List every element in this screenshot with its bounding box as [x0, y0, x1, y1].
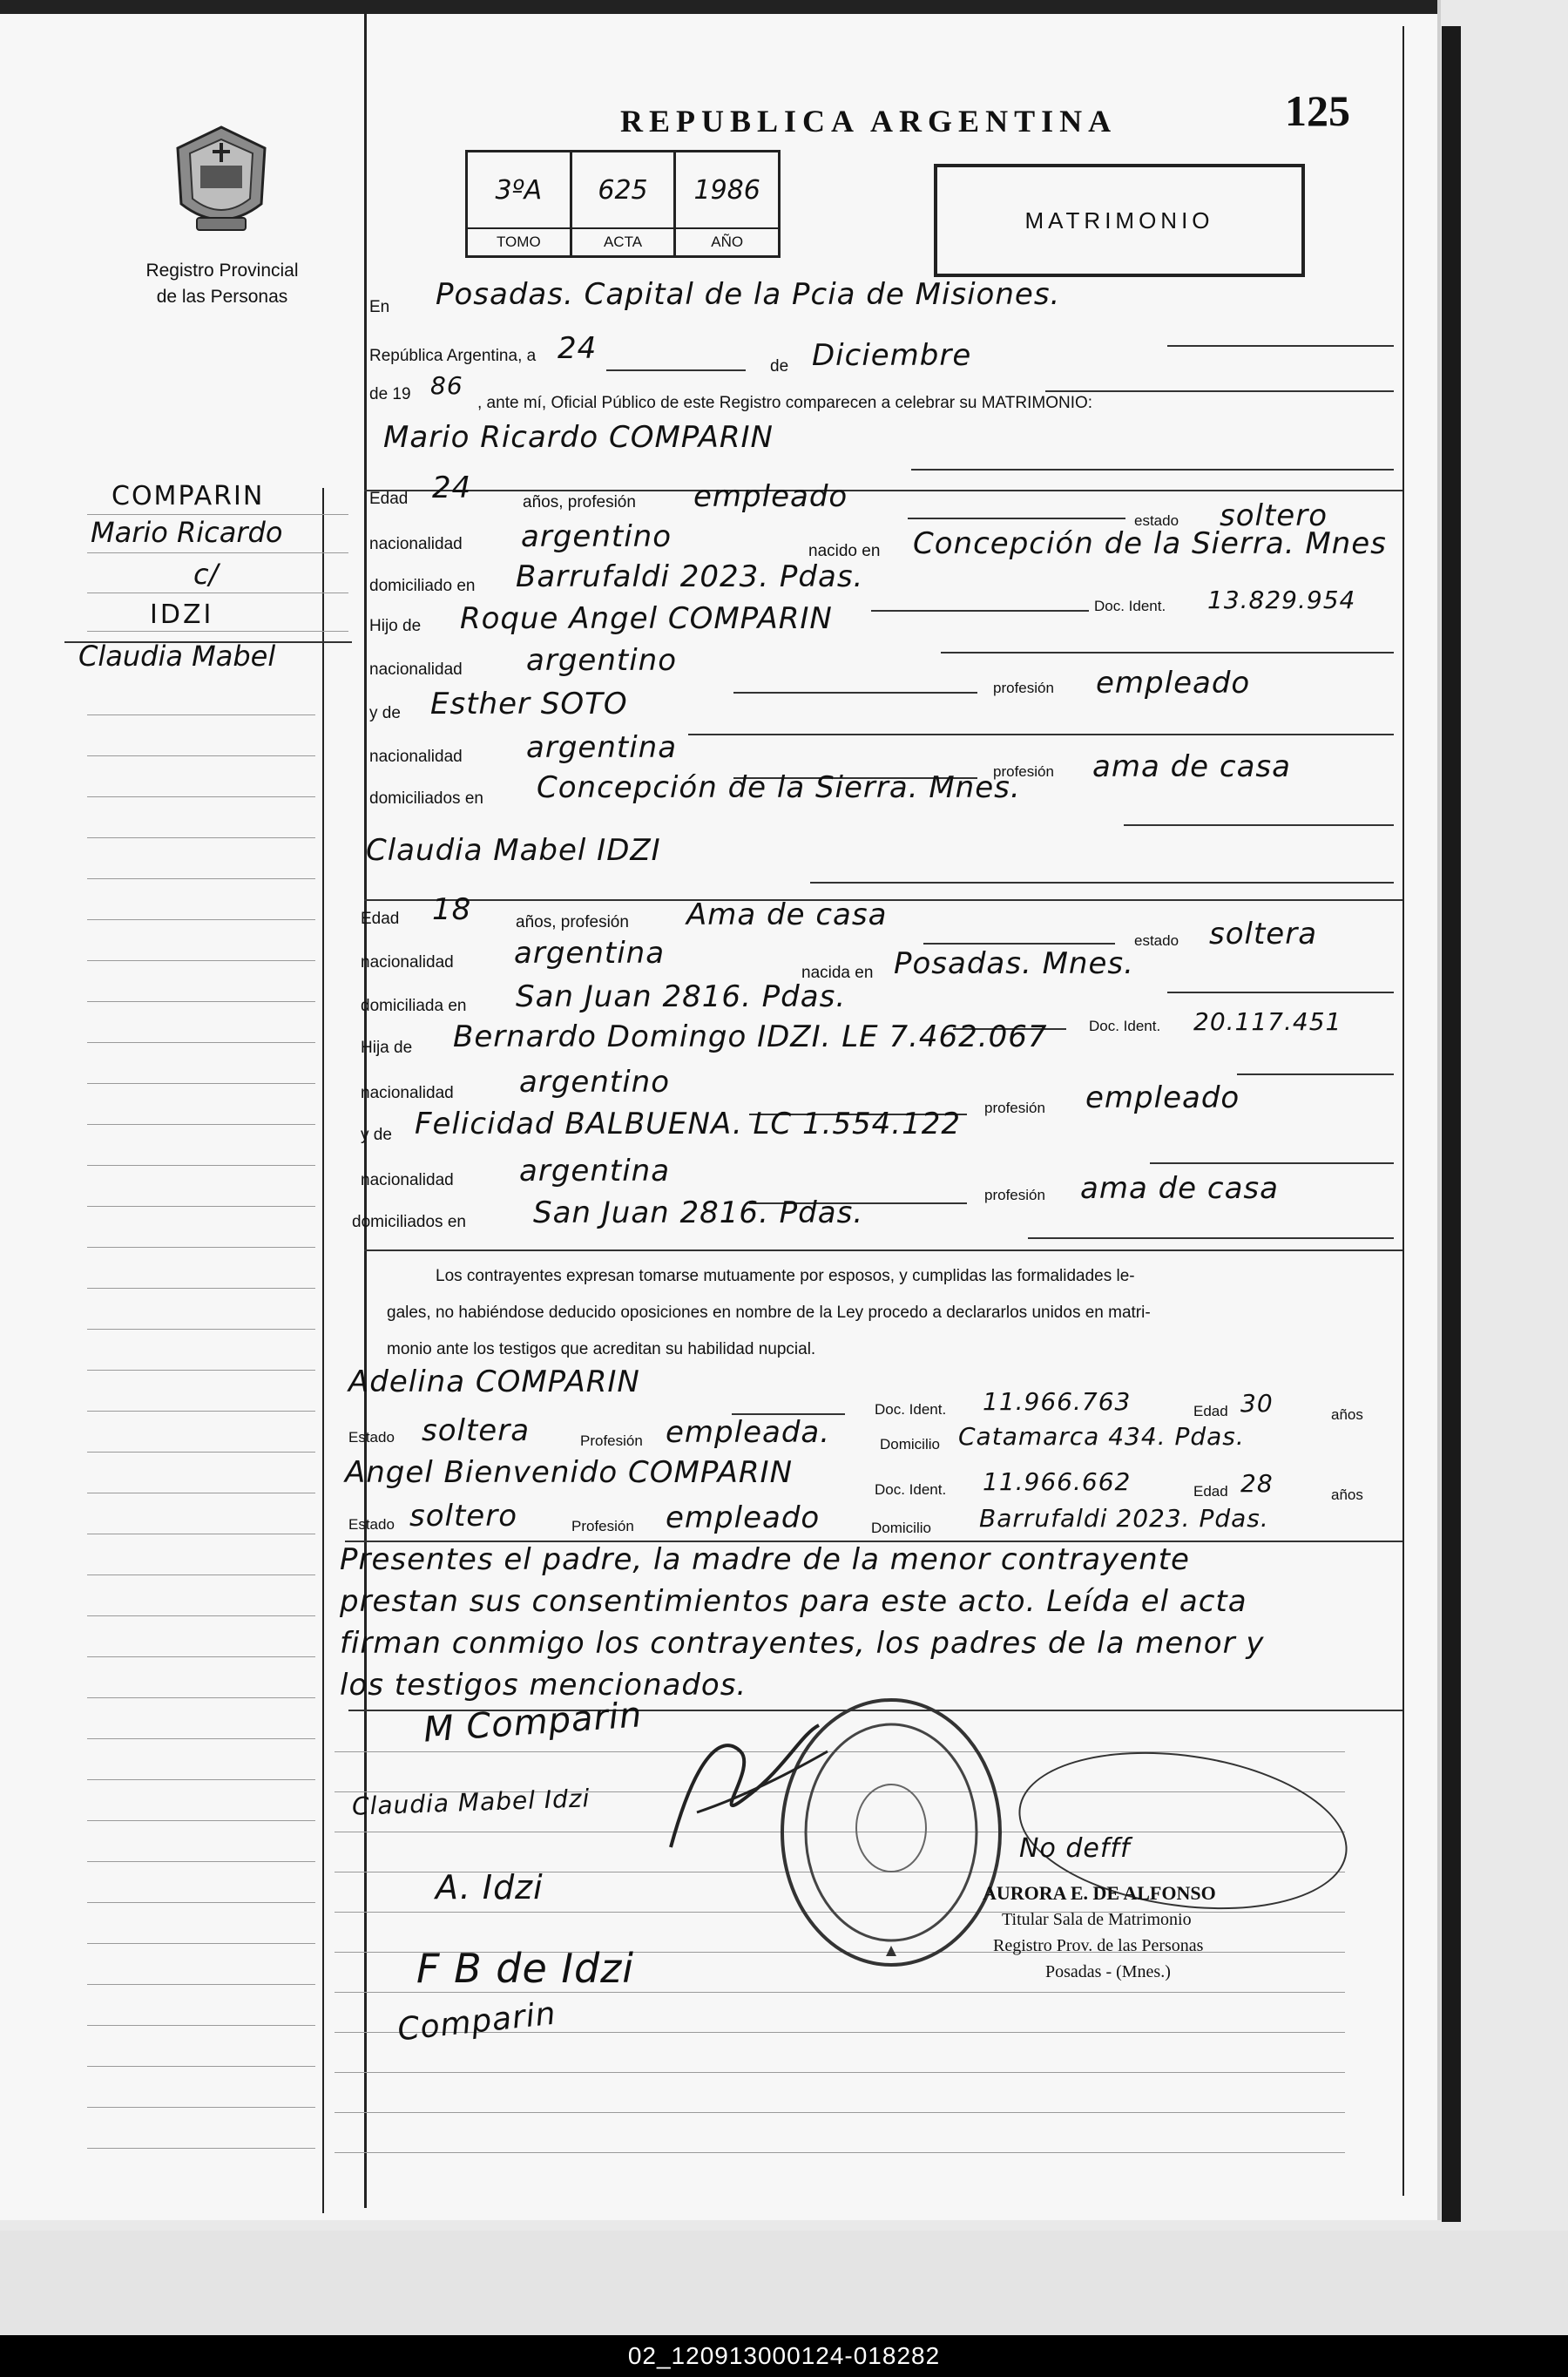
- margin-ruled-line: [87, 1124, 315, 1125]
- signature-1: M Comparin: [422, 1695, 644, 1751]
- witness2-name: Angel Bienvenido COMPARIN: [345, 1455, 794, 1490]
- bride-nacida-label: nacida en: [801, 964, 874, 982]
- margin-ruled-line: [87, 796, 315, 797]
- table-surface: [0, 2231, 1568, 2335]
- page-top-edge: [0, 0, 1437, 14]
- tomo-cell: [468, 152, 572, 255]
- groom-mother-nat-label: nacionalidad: [369, 748, 463, 766]
- groom-yde-label: y de: [369, 704, 401, 722]
- margin-ruled-line: [87, 2107, 315, 2108]
- groom-mother: Esther SOTO: [430, 687, 628, 721]
- margin-ruled-line: [87, 714, 315, 715]
- groom-edad-label: Edad: [369, 490, 409, 508]
- bride-nac-label: nacionalidad: [361, 953, 454, 972]
- bride-dom-label: domiciliada en: [361, 997, 467, 1015]
- fill-line: [810, 882, 1394, 884]
- bride-parents-address: San Juan 2816. Pdas.: [533, 1195, 864, 1230]
- margin-ruled-line: [87, 919, 315, 920]
- section-rule: [364, 490, 1402, 491]
- margin-connector: c/: [193, 558, 219, 591]
- fill-line: [606, 369, 746, 371]
- bride-mother-nat-label: nacionalidad: [361, 1171, 454, 1189]
- bride-parents-dom-label: domiciliados en: [352, 1213, 466, 1231]
- fill-line: [1150, 1162, 1394, 1164]
- margin-ruled-line: [87, 1943, 315, 1944]
- margin-ruled-line: [87, 1288, 315, 1289]
- witness1-edad-label: Edad: [1193, 1403, 1228, 1419]
- notes-line-3: firman conmigo los contrayentes, los padres de la menor y: [340, 1626, 1265, 1661]
- en-label: En: [369, 298, 390, 316]
- margin-ruled-line: [87, 1042, 315, 1043]
- witness1-profession: empleada.: [666, 1415, 831, 1450]
- witness1-doc: 11.966.763: [983, 1387, 1132, 1416]
- margin-ruled-line: [87, 1247, 315, 1248]
- page-title: REPUBLICA ARGENTINA: [620, 104, 1118, 139]
- margin-ruled-line: [87, 1001, 315, 1002]
- bride-anos-label: años, profesión: [516, 913, 629, 931]
- witness1-name: Adelina COMPARIN: [348, 1365, 640, 1399]
- signature-5: Comparin: [395, 1995, 558, 2049]
- image-caption: 02_120913000124-018282: [627, 2342, 941, 2369]
- registry-line-1: Registro Provincial: [145, 261, 299, 281]
- groom-doc-label: Doc. Ident.: [1094, 598, 1166, 614]
- signature-4: F B de Idzi: [416, 1945, 635, 1992]
- margin-ruled-line: [87, 1902, 315, 1903]
- officer-signature: No defff: [1019, 1833, 1131, 1864]
- margin-ruled-line: [87, 1083, 315, 1084]
- bride-estado: soltera: [1209, 917, 1318, 951]
- ano-cell: [676, 152, 778, 255]
- ano-value: 1986: [693, 175, 760, 206]
- fill-line: [1237, 1073, 1394, 1075]
- bride-mother-nationality: argentina: [519, 1154, 671, 1188]
- groom-parents-dom-label: domiciliados en: [369, 789, 483, 808]
- groom-dom-label: domiciliado en: [369, 577, 476, 595]
- groom-nacido-label: nacido en: [808, 542, 881, 560]
- stamp-line-2: Registro Prov. de las Personas: [993, 1936, 1204, 1955]
- witness2-doc: 11.966.662: [983, 1467, 1132, 1496]
- ceremony-day: 24: [558, 331, 598, 366]
- fill-line: [941, 652, 1394, 654]
- groom-mother-nationality: argentina: [526, 730, 678, 765]
- witness1-estado: soltera: [422, 1413, 531, 1448]
- section-rule: [364, 1249, 1402, 1251]
- bride-father-profession: empleado: [1085, 1080, 1240, 1115]
- groom-doc: 13.829.954: [1207, 586, 1356, 614]
- fill-line: [688, 734, 1394, 735]
- registry-name: [105, 258, 340, 310]
- bride-estado-label: estado: [1134, 932, 1179, 949]
- margin-rule: [87, 552, 348, 553]
- witness2-age: 28: [1240, 1469, 1274, 1498]
- margin-ruled-line: [87, 1615, 315, 1616]
- groom-profession: empleado: [693, 479, 848, 514]
- signature-3: A. Idzi: [436, 1868, 544, 1906]
- stamp-line-1: Titular Sala de Matrimonio: [1002, 1910, 1192, 1929]
- groom-nationality: argentino: [521, 519, 672, 554]
- bride-full-name: Claudia Mabel IDZI: [366, 833, 661, 868]
- bride-father-nat-label: nacionalidad: [361, 1084, 454, 1102]
- book-edge: [1442, 26, 1461, 2222]
- margin-ruled-line: [87, 2148, 315, 2149]
- groom-address: Barrufaldi 2023. Pdas.: [516, 559, 864, 594]
- fill-line: [1028, 1237, 1394, 1239]
- margin-bride-surname: IDZI: [150, 599, 214, 630]
- legal-line-2: gales, no habiéndose deducido oposiciones en nombre de la Ley procedo a declararlos unidos en matri-: [387, 1304, 1151, 1322]
- record-type-box: MATRIMONIO: [934, 164, 1305, 277]
- margin-bride-names: Claudia Mabel: [78, 640, 276, 673]
- witness2-edad-label: Edad: [1193, 1483, 1228, 1500]
- notes-line-1: Presentes el padre, la madre de la menor contrayente: [340, 1542, 1190, 1577]
- groom-mother-prof-label: profesión: [993, 763, 1054, 780]
- margin-ruled-line: [87, 1697, 315, 1698]
- witness1-prof-label: Profesión: [580, 1432, 643, 1449]
- fill-line: [1167, 345, 1394, 347]
- page-number: 125: [1285, 86, 1350, 135]
- bride-father-prof-label: profesión: [984, 1100, 1045, 1116]
- margin-divider: [364, 12, 367, 2208]
- groom-father-nat-label: nacionalidad: [369, 660, 463, 679]
- margin-ruled-line: [87, 2025, 315, 2026]
- bride-mother: Felicidad BALBUENA. LC 1.554.122: [415, 1107, 961, 1141]
- fill-line: [908, 518, 1125, 519]
- margin-groom-surname: COMPARIN: [112, 481, 265, 511]
- notes-line-2: prestan sus consentimientos para este acto. Leída el acta: [340, 1584, 1247, 1619]
- province-emblem-icon: [171, 124, 272, 237]
- margin-ruled-line: [87, 1656, 315, 1657]
- bride-yde-label: y de: [361, 1126, 392, 1144]
- officer-signature-scribble-icon: [645, 1699, 845, 1873]
- margin-ruled-line: [87, 1738, 315, 1739]
- witness1-age: 30: [1240, 1389, 1274, 1418]
- tomo-value: 3ºA: [495, 175, 543, 206]
- margin-ruled-line: [87, 878, 315, 879]
- margin-ruled-line: [87, 837, 315, 838]
- margin-ruled-line: [87, 1329, 315, 1330]
- margin-ruled-line: [87, 1370, 315, 1371]
- margin-ruled-line: [87, 2066, 315, 2067]
- stamp-name: AURORA E. DE ALFONSO: [983, 1882, 1216, 1904]
- ante-text: , ante mí, Oficial Público de este Registro comparecen a celebrar su MATRIMONIO:: [477, 394, 1093, 412]
- left-divider: [322, 488, 324, 2213]
- acta-cell: [572, 152, 677, 255]
- tomo-label: TOMO: [468, 227, 570, 255]
- bride-hija-label: Hija de: [361, 1039, 413, 1057]
- ceremony-place: Posadas. Capital de la Pcia de Misiones.: [436, 277, 1061, 312]
- bride-mother-prof-label: profesión: [984, 1187, 1045, 1203]
- witness2-estado-label: Estado: [348, 1516, 395, 1533]
- groom-full-name: Mario Ricardo COMPARIN: [383, 420, 774, 455]
- groom-parents-address: Concepción de la Sierra. Mnes.: [537, 770, 1021, 805]
- fill-line: [733, 692, 977, 694]
- bride-doc: 20.117.451: [1193, 1007, 1342, 1036]
- witness1-dom-label: Domicilio: [880, 1436, 940, 1453]
- registry-line-2: de las Personas: [156, 287, 288, 307]
- margin-ruled-line: [87, 960, 315, 961]
- signature-2: Claudia Mabel Idzi: [351, 1784, 591, 1821]
- margin-ruled-line: [87, 1984, 315, 1985]
- stamp-line-3: Posadas - (Mnes.): [1045, 1962, 1171, 1981]
- margin-ruled-line: [87, 1206, 315, 1207]
- acta-label: ACTA: [572, 227, 674, 255]
- signature-ruled-line: [335, 2152, 1345, 2153]
- groom-nac-label: nacionalidad: [369, 535, 463, 553]
- bride-birthplace: Posadas. Mnes.: [894, 946, 1134, 981]
- legal-line-1: Los contrayentes expresan tomarse mutuamente por esposos, y cumplidas las formalidades le-: [436, 1267, 1135, 1285]
- groom-estado: soltero: [1220, 498, 1328, 533]
- fill-line: [1167, 992, 1394, 993]
- groom-father-profession: empleado: [1096, 666, 1251, 701]
- bride-father-nationality: argentino: [519, 1065, 670, 1100]
- groom-age: 24: [432, 471, 472, 505]
- image-caption-bar: [0, 2335, 1568, 2377]
- bride-mother-profession: ama de casa: [1080, 1171, 1279, 1206]
- witness1-anos-label: años: [1331, 1406, 1363, 1423]
- witness2-profession: empleado: [666, 1500, 821, 1535]
- legal-line-3: monio ante los testigos que acreditan su habilidad nupcial.: [387, 1340, 816, 1358]
- witness1-address: Catamarca 434. Pdas.: [958, 1422, 1245, 1451]
- fill-line: [1124, 824, 1394, 826]
- fill-line: [871, 610, 1089, 612]
- bride-nationality: argentina: [514, 936, 666, 971]
- groom-father-nationality: argentino: [526, 643, 677, 678]
- margin-ruled-line: [87, 755, 315, 756]
- signature-ruled-line: [335, 1992, 1345, 1993]
- bride-edad-label: Edad: [361, 910, 400, 928]
- ano-label: AÑO: [676, 227, 778, 255]
- republica-label: República Argentina, a: [369, 347, 537, 365]
- ceremony-year: 86: [430, 371, 463, 400]
- fill-line: [1045, 390, 1394, 392]
- margin-groom-names: Mario Ricardo: [91, 516, 283, 549]
- groom-father-prof-label: profesión: [993, 680, 1054, 696]
- bride-doc-label: Doc. Ident.: [1089, 1018, 1161, 1034]
- right-page-border: [1402, 26, 1404, 2196]
- groom-mother-profession: ama de casa: [1092, 749, 1291, 784]
- book-reference-table: [465, 150, 781, 258]
- groom-hijo-label: Hijo de: [369, 617, 422, 635]
- witness1-doc-label: Doc. Ident.: [875, 1401, 947, 1418]
- margin-ruled-line: [87, 1165, 315, 1166]
- witness2-doc-label: Doc. Ident.: [875, 1481, 947, 1498]
- year-prefix: de 19: [369, 385, 411, 403]
- margin-rule: [87, 514, 348, 515]
- witness2-address: Barrufaldi 2023. Pdas.: [979, 1504, 1269, 1533]
- margin-rule: [87, 631, 348, 632]
- signature-ruled-line: [335, 2112, 1345, 2113]
- notes-line-4: los testigos mencionados.: [340, 1668, 747, 1703]
- groom-birthplace: Concepción de la Sierra. Mnes: [913, 526, 1387, 561]
- fill-line: [923, 943, 1115, 945]
- ceremony-month: Diciembre: [812, 338, 972, 373]
- signature-ruled-line: [335, 2072, 1345, 2073]
- witness2-prof-label: Profesión: [571, 1518, 634, 1534]
- bride-age: 18: [432, 892, 472, 927]
- witness2-anos-label: años: [1331, 1486, 1363, 1503]
- groom-anos-label: años, profesión: [523, 493, 636, 511]
- de-label: de: [770, 357, 789, 376]
- acta-value: 625: [598, 175, 648, 206]
- witness1-estado-label: Estado: [348, 1429, 395, 1446]
- margin-ruled-line: [87, 1820, 315, 1821]
- bride-profession: Ama de casa: [686, 897, 888, 932]
- groom-estado-label: estado: [1134, 512, 1179, 529]
- margin-ruled-line: [87, 1452, 315, 1453]
- groom-father: Roque Angel COMPARIN: [460, 601, 833, 636]
- margin-ruled-line: [87, 1779, 315, 1780]
- witness2-dom-label: Domicilio: [871, 1520, 931, 1536]
- margin-ruled-line: [87, 1861, 315, 1862]
- bride-father: Bernardo Domingo IDZI. LE 7.462.067: [453, 1019, 1048, 1054]
- witness2-estado: soltero: [409, 1499, 517, 1534]
- fill-line: [911, 469, 1394, 471]
- margin-ruled-line: [87, 1411, 315, 1412]
- bride-address: San Juan 2816. Pdas.: [516, 979, 847, 1014]
- legal-declaration: [387, 1258, 1380, 1368]
